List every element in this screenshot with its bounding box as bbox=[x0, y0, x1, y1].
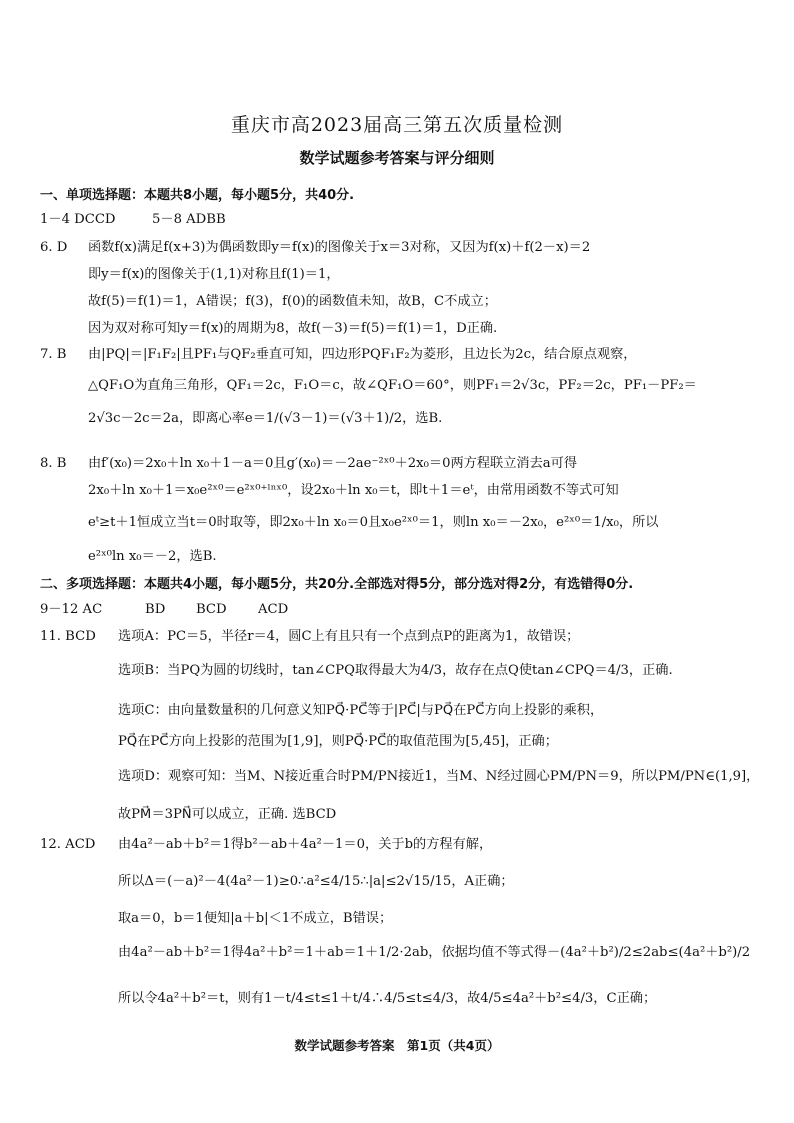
q6-label: 6. D bbox=[40, 240, 68, 255]
section2-heading: 二、多项选择题：本题共4小题，每小题5分，共20分.全部选对得5分，部分选对得2分，有选错得0分. bbox=[40, 577, 634, 592]
answers-9-10: 9－12 AC bbox=[40, 602, 103, 617]
q6-line-4: 因为双对称可知y＝f(x)的周期为8，故f(－3)＝f(5)＝f(1)＝1，D正确. bbox=[88, 321, 498, 336]
q7-line-3: 2√3c－2c＝2a，即离心率e＝1/(√3－1)＝(√3＋1)/2，选B. bbox=[88, 411, 443, 426]
q11-line-6: 故PM⃗＝3PN⃗可以成立，正确. 选BCD bbox=[118, 807, 337, 822]
answers-10: BD bbox=[145, 602, 166, 617]
q7-line-2: △QF₁O为直角三角形，QF₁＝2c，F₁O＝c，故∠QF₁O＝60°，则PF₁＝2√3c，PF₂＝2c，PF₁－PF₂＝ bbox=[88, 378, 697, 393]
q11-line-5: 选项D：观察可知：当M、N接近重合时PM/PN接近1，当M、N经过圆心PM/PN＝9，所以PM/PN∈(1,9]， bbox=[118, 769, 760, 784]
q11-line-2: 选项B：当PQ为圆的切线时，tan∠CPQ取得最大为4/3，故存在点Q使tan∠CPQ＝4/3，正确. bbox=[118, 663, 673, 678]
q11-label: 11. BCD bbox=[40, 629, 96, 644]
q8-line-1: 由f′(x₀)＝2x₀＋ln x₀＋1－a＝0且g′(x₀)＝－2ae⁻²ˣ⁰＋2x₀＝0两方程联立消去a可得 bbox=[88, 456, 578, 471]
q12-line-1: 由4a²－ab＋b²＝1得b²－ab＋4a²－1＝0，关于b的方程有解， bbox=[118, 837, 493, 852]
q8-line-2: 2x₀＋ln x₀＋1＝x₀e²ˣ⁰＝e²ˣ⁰⁺ˡⁿˣ⁰，设2x₀＋ln x₀＝t，即t＋1＝eᵗ，由常用函数不等式可知 bbox=[88, 483, 619, 498]
q8-line-4: e²ˣ⁰ln x₀＝－2，选B. bbox=[88, 549, 217, 564]
q12-line-3: 取a＝0，b＝1便知|a＋b|＜1不成立，B错误； bbox=[118, 911, 393, 926]
answers-5-8: 5－8 ADBB bbox=[152, 212, 226, 227]
q12-line-5: 所以令4a²＋b²＝t，则有1－t/4≤t≤1＋t/4∴4/5≤t≤4/3，故4/5≤4a²＋b²≤4/3，C正确； bbox=[118, 991, 657, 1006]
q7-label: 7. B bbox=[40, 347, 67, 362]
q6-line-1: 函数f(x)满足f(x+3)为偶函数即y＝f(x)的图像关于x＝3对称，又因为f(x)＋f(2－x)＝2 bbox=[88, 240, 591, 255]
q7-line-1: 由|PQ|＝|F₁F₂|且PF₁与QF₂垂直可知，四边形PQF₁F₂为菱形，且边长为2c，结合原点观察， bbox=[88, 347, 637, 362]
page-title: 重庆市高2023届高三第五次质量检测 bbox=[230, 114, 564, 136]
answers-12: ACD bbox=[258, 602, 289, 617]
section1-heading: 一、单项选择题：本题共8小题，每小题5分，共40分. bbox=[40, 188, 355, 203]
answers-1-4: 1－4 DCCD bbox=[40, 212, 116, 227]
q8-line-3: eᵗ≥t＋1恒成立当t＝0时取等，即2x₀＋ln x₀＝0且x₀e²ˣ⁰＝1，则ln x₀＝－2x₀，e²ˣ⁰＝1/x₀，所以 bbox=[88, 515, 659, 530]
q12-line-2: 所以Δ＝(－a)²－4(4a²－1)≥0∴a²≤4/15∴|a|≤2√15/15，A正确； bbox=[118, 874, 514, 889]
q12-label: 12. ACD bbox=[40, 837, 96, 852]
q11-line-1: 选项A：PC＝5，半径r＝4，圆C上有且只有一个点到点P的距离为1，故错误； bbox=[118, 629, 580, 644]
q6-line-3: 故f(5)＝f(1)＝1，A错误；f(3)，f(0)的函数值未知，故B，C不成立； bbox=[88, 294, 497, 309]
page-footer: 数学试题参考答案 第1页（共4页） bbox=[294, 1038, 500, 1053]
page-subtitle: 数学试题参考答案与评分细则 bbox=[299, 149, 495, 167]
q8-label: 8. B bbox=[40, 456, 67, 471]
q11-line-3: 选项C：由向量数量积的几何意义知PQ⃗·PC⃗等于|PC⃗|与PQ⃗在PC⃗方向上投影的乘积， bbox=[118, 703, 604, 718]
q6-line-2: 即y＝f(x)的图像关于(1,1)对称且f(1)＝1， bbox=[88, 267, 340, 282]
answers-11: BCD bbox=[196, 602, 227, 617]
q11-line-4: PQ⃗在PC⃗方向上投影的范围为[1,9]，则PQ⃗·PC⃗的取值范围为[5,45]，正确； bbox=[118, 734, 558, 749]
q12-line-4: 由4a²－ab＋b²＝1得4a²＋b²＝1＋ab＝1＋1/2·2ab，依据均值不等式得－(4a²＋b²)/2≤2ab≤(4a²＋b²)/2 bbox=[118, 945, 751, 960]
